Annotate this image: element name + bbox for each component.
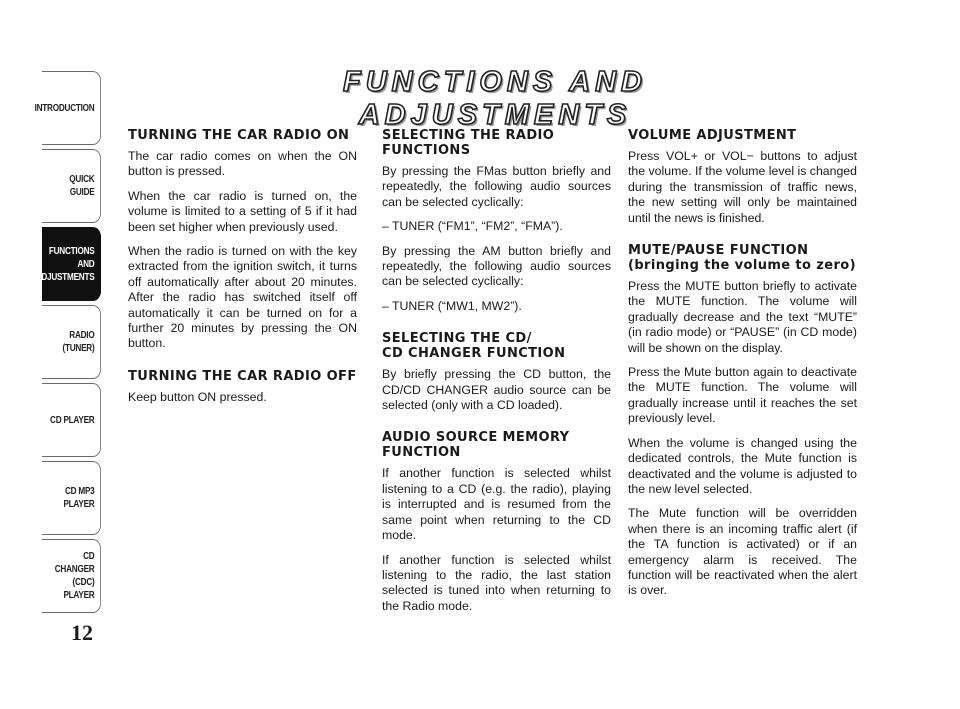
tab-introduction[interactable]: INTRODUCTION xyxy=(42,71,101,145)
paragraph: Press the MUTE button briefly to activate the MUTE function. The volume will gradually decrease and the text “MUTE” (in radio mode) or “PAUSE” (in CD mode) will be shown on the display. xyxy=(628,279,857,355)
page-title: FUNCTIONS AND ADJUSTMENTS xyxy=(343,66,647,131)
tab-cd-changer-player[interactable]: CD CHANGER (CDC) PLAYER xyxy=(42,539,101,613)
paragraph: By pressing the AM button briefly and repeatedly, the following audio sources can be selected cyclically: xyxy=(382,243,611,289)
heading-line: SELECTING THE CD/ xyxy=(382,331,532,347)
heading-line: (bringing the volume to zero) xyxy=(628,258,856,274)
paragraph: By briefly pressing the CD button, the CD/CD CHANGER audio source can be selected (only with a CD loaded). xyxy=(382,367,611,413)
page-number: 12 xyxy=(71,620,93,645)
column-1 xyxy=(128,128,357,414)
paragraph: Press the Mute button again to deactivate the MUTE function. The volume will gradually increase until it reaches the set previously level. xyxy=(628,365,857,426)
heading-volume-adjustment: VOLUME ADJUSTMENT xyxy=(628,128,797,143)
tab-cd-player[interactable]: CD PLAYER xyxy=(42,383,101,457)
heading-selecting-cd-function xyxy=(382,331,611,361)
tab-functions-and-adjustments[interactable]: FUNCTIONS AND ADJUSTMENTS xyxy=(42,227,101,301)
paragraph: The Mute function will be overridden when there is an incoming traffic alert (if the TA function is activated) or if an emergency alarm is received. The function will be reactivated when the alert is over. xyxy=(628,506,857,598)
paragraph: Press VOL+ or VOL− buttons to adjust the volume. If the volume level is changed during the transmission of traffic news, the new setting will only be maintained until the news is finished. xyxy=(628,149,857,225)
paragraph: The car radio comes on when the ON button is pressed. xyxy=(128,149,357,179)
paragraph: – TUNER (“FM1”, “FM2”, “FMA”). xyxy=(382,219,563,234)
paragraph: If another function is selected whilst listening to the radio, the last station selected is tuned into when returning to the Radio mode. xyxy=(382,552,611,613)
heading-audio-source-memory: AUDIO SOURCE MEMORY FUNCTION xyxy=(382,430,570,461)
heading-turning-off: TURNING THE CAR RADIO OFF xyxy=(128,368,357,384)
heading-mute-pause xyxy=(628,243,857,273)
heading-turning-on: TURNING THE CAR RADIO ON xyxy=(128,128,350,143)
paragraph: When the volume is changed using the dedicated controls, the Mute function is deactivated and the volume is adjusted to the new level selected. xyxy=(628,435,857,496)
heading-line: CD CHANGER FUNCTION xyxy=(382,346,566,362)
paragraph: When the car radio is turned on, the volume is limited to a setting of 5 if it had been set higher when previously used. xyxy=(128,188,357,234)
heading-line: MUTE/PAUSE FUNCTION xyxy=(628,243,809,259)
paragraph: Keep button ON pressed. xyxy=(128,389,267,404)
tab-cd-mp3-player[interactable]: CD MP3 PLAYER xyxy=(42,461,101,535)
tab-quick-guide[interactable]: QUICK GUIDE xyxy=(42,149,101,223)
paragraph: If another function is selected whilst listening to a CD (e.g. the radio), playing is interrupted and is resumed from the same point when returning to the CD mode. xyxy=(382,466,611,543)
column-2 xyxy=(382,128,611,623)
paragraph: By pressing the FMas button briefly and repeatedly, the following audio sources can be selected cyclically: xyxy=(382,164,611,209)
paragraph: – TUNER (“MW1, MW2”). xyxy=(382,298,522,313)
column-3 xyxy=(628,128,857,608)
paragraph: When the radio is turned on with the key extracted from the ignition switch, it turns off automatically after about 20 minutes. After the radio has switched itself off automatically it can be turned on for a further 20 minutes by pressing the ON button. xyxy=(128,244,357,351)
tab-radio-tuner[interactable]: RADIO (TUNER) xyxy=(42,305,101,379)
heading-selecting-radio-functions: SELECTING THE RADIO FUNCTIONS xyxy=(382,128,555,158)
